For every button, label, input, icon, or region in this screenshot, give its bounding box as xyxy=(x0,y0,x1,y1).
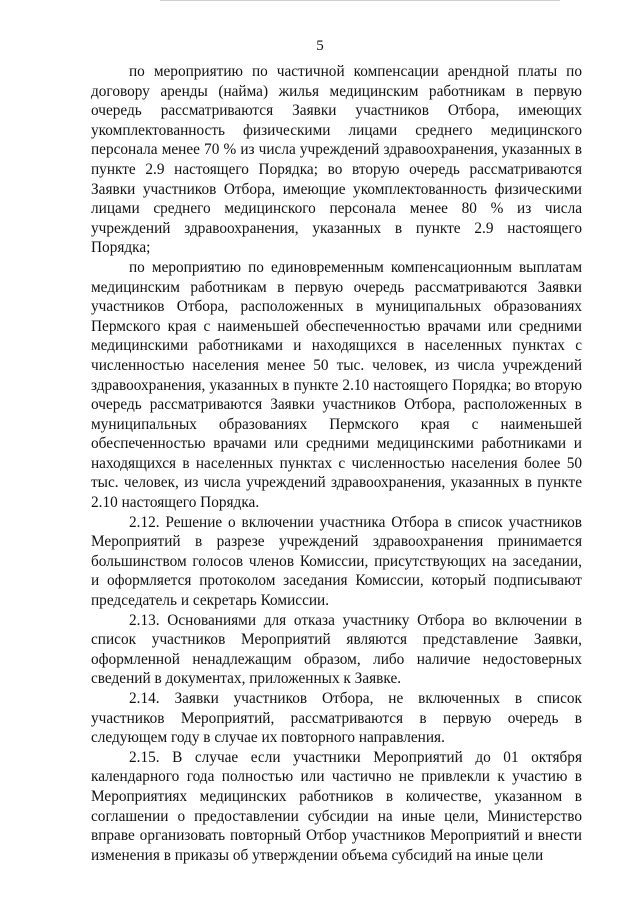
paragraph-2-12: 2.12. Решение о включении участника Отбора в список участников Мероприятий в разрезе учреждений здравоохранения принимается большинством голосов членов Комиссии, присутствующих на заседании, и оформляется протоколом заседания Комиссии, который подписывают председатель и секретарь Комиссии. xyxy=(91,513,582,610)
page-number: 5 xyxy=(316,38,324,54)
scan-top-edge-line xyxy=(160,0,560,1)
paragraph-2-13: 2.13. Основаниями для отказа участнику Отбора во включении в список участников Мероприятий являются представление Заявки, оформленной ненадлежащим образом, либо наличие недостоверных сведений в документах, приложенных к Заявке. xyxy=(91,611,582,688)
document-body xyxy=(91,62,582,865)
paragraph-2-15: 2.15. В случае если участники Мероприятий до 01 октября календарного года полностью или частично не привлекли к участию в Мероприятиях медицинских работников в количестве, указанном в соглашении о предоставлении субсидии на иные цели, Министерство вправе организовать повторный Отбор участников Мероприятий и внести изменения в приказы об утверждении объема субсидий на иные цели xyxy=(91,748,582,864)
paragraph-lump-sum-payments: по мероприятию по единовременным компенсационным выплатам медицинским работникам в первую очередь рассматриваются Заявки участников Отбора, расположенных в муниципальных образованиях Пермского края с наименьшей обеспеченностью врачами или средними медицинскими работниками и находящихся в населенных пунктах с численностью населения менее 50 тыс. человек, из числа учреждений здравоохранения, указанных в пункте 2.10 настоящего Порядка; во вторую очередь рассматриваются Заявки участников Отбора, расположенных в муниципальных образованиях Пермского края с наименьшей обеспеченностью врачами или средними медицинскими работниками и находящихся в населенных пунктах с численностью населения более 50 тыс. человек, из числа учреждений здравоохранения, указанных в пункте 2.10 настоящего Порядка. xyxy=(91,258,582,512)
paragraph-rent-compensation: по мероприятию по частичной компенсации арендной платы по договору аренды (найма) жилья медицинским работникам в первую очередь рассматриваются Заявки участников Отбора, имеющих укомплектованность физическими лицами среднего медицинского персонала менее 70 % из числа учреждений здравоохранения, указанных в пункте 2.9 настоящего Порядка; во вторую очередь рассматриваются Заявки участников Отбора, имеющие укомплектованность физическими лицами среднего медицинского персонала менее 80 % из числа учреждений здравоохранения, указанных в пункте 2.9 настоящего Порядка; xyxy=(91,63,582,257)
paragraph-2-14: 2.14. Заявки участников Отбора, не включенных в список участников Мероприятий, рассматриваются в первую очередь в следующем году в случае их повторного направления. xyxy=(91,690,582,747)
